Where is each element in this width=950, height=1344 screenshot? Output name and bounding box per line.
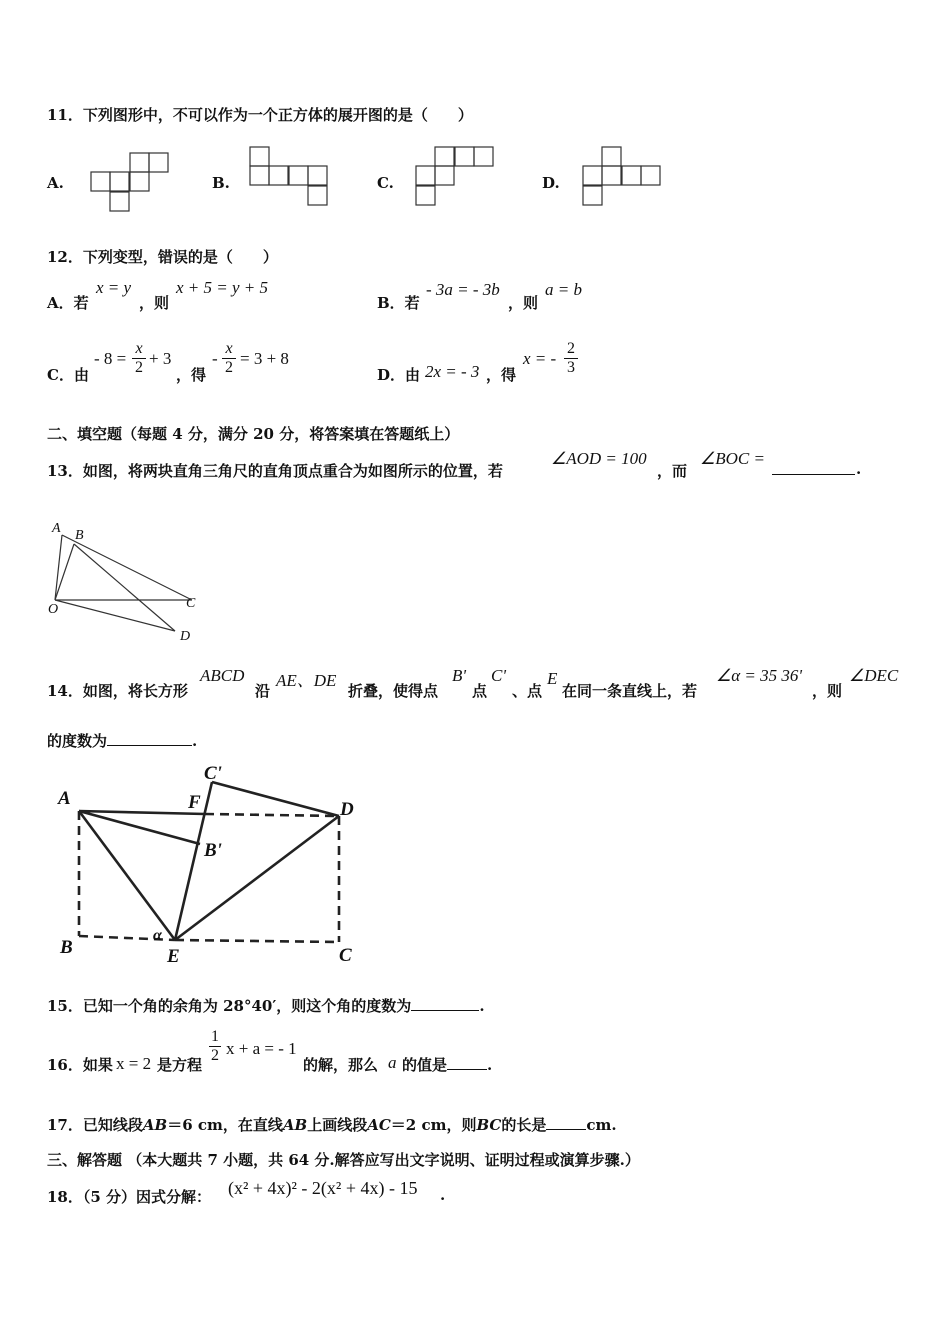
q14-math-e: E xyxy=(547,669,558,688)
q12-d-label: D．由 xyxy=(377,366,421,384)
q12-c-mid: ，得 xyxy=(176,366,207,384)
q14-math-abcd: ABCD xyxy=(200,666,245,685)
q12-c-math2-pre: - xyxy=(212,349,218,368)
q13-label-d: D xyxy=(180,629,191,644)
q11-net-a xyxy=(90,152,170,214)
q12-a-mid: ，则 xyxy=(139,294,170,312)
q14-label-alpha: α xyxy=(153,927,162,944)
q12-c-label: C．由 xyxy=(47,366,89,384)
q16-math1: x = 2 xyxy=(116,1054,152,1073)
q12-d-math2-pre: x = - xyxy=(523,349,557,368)
q15-answer-blank[interactable] xyxy=(411,996,479,1011)
q12-c-math1-post: + 3 xyxy=(149,349,172,368)
q12-a-math1: x = y xyxy=(96,278,132,297)
q16-t3-line xyxy=(402,1054,492,1075)
q12-c-frac1-den: 2 xyxy=(135,359,143,376)
q12-c-frac1 xyxy=(132,340,146,377)
q17-t3: ＝2 cm，则 xyxy=(390,1116,477,1134)
q14-figure xyxy=(52,760,372,975)
q12-b-math1: - 3a = - 3b xyxy=(426,280,500,299)
q14-t5: 在同一条直线上，若 xyxy=(562,682,698,700)
q12-stem: 12．下列变型，错误的是（ ） xyxy=(47,248,278,266)
q16-t2: 的解，那么 xyxy=(303,1056,379,1074)
q13-math1: ∠AOD = 100 xyxy=(551,449,647,468)
q15-text: 15．已知一个角的余角为 28°40′，则这个角的度数为 xyxy=(47,997,412,1015)
q11-option-b-label: B. xyxy=(212,174,230,192)
q15-line xyxy=(47,995,485,1016)
q13-text: 13．如图，将两块直角三角尺的直角顶点重合为如图所示的位置，若 xyxy=(47,462,503,480)
q16-t3: 的值是 xyxy=(402,1056,448,1074)
q11-net-d xyxy=(582,146,664,208)
q17-line xyxy=(47,1114,617,1135)
q12-b-math2: a = b xyxy=(545,280,582,299)
q12-c-frac2-num: x xyxy=(225,340,233,357)
q11-net-c xyxy=(415,146,497,208)
q11-option-a-label: A. xyxy=(47,174,64,192)
q12-a-label: A．若 xyxy=(47,294,89,312)
q17-m1: AB xyxy=(142,1116,168,1134)
q16-math3: a xyxy=(388,1053,397,1072)
q12-d-frac-num: 2 xyxy=(567,340,575,357)
q12-b-label: B．若 xyxy=(377,294,420,312)
q11-net-b xyxy=(249,146,331,208)
q17-t1: ＝6 cm，在直线 xyxy=(167,1116,283,1134)
q14-end: . xyxy=(192,732,198,750)
q14-line2-text: 的度数为 xyxy=(47,732,108,750)
q17-end: cm. xyxy=(586,1116,617,1134)
q17-m4: BC xyxy=(476,1116,502,1134)
q17-m2: AB xyxy=(282,1116,308,1134)
q11-option-c-label: C. xyxy=(377,174,394,192)
q16-answer-blank[interactable] xyxy=(447,1055,487,1070)
q13-label-b: B xyxy=(75,528,84,543)
q13-label-a: A xyxy=(52,521,61,536)
q17-answer-blank[interactable] xyxy=(546,1115,586,1130)
q14-math-ae-de: AE、DE xyxy=(276,671,337,690)
q16-frac xyxy=(209,1028,221,1065)
q13-answer-blank[interactable] xyxy=(772,460,855,479)
q17-t2: 上画线段 xyxy=(307,1116,368,1134)
q18-pre: 18．（5 分）因式分解： xyxy=(47,1188,212,1206)
q12-d-math1: 2x = - 3 xyxy=(425,362,480,381)
q13-end: . xyxy=(856,460,862,478)
q13-label-c: C xyxy=(186,596,196,611)
q12-d-frac xyxy=(564,340,578,377)
q16-pre: 16．如果 xyxy=(47,1056,113,1074)
q12-c-math1-pre: - 8 = xyxy=(94,349,127,368)
q14-t1: 沿 xyxy=(255,682,271,700)
q14-label-b: B xyxy=(60,937,73,958)
q14-math-alpha: ∠α = 35 36' xyxy=(716,666,803,685)
q14-label-e: E xyxy=(167,946,180,967)
q12-b-mid: ，则 xyxy=(508,294,539,312)
q18-expression: (x² + 4x)² - 2(x² + 4x) - 15 xyxy=(228,1178,418,1198)
q12-a-math2: x + 5 = y + 5 xyxy=(176,278,269,297)
q14-t6: ，则 xyxy=(812,682,843,700)
q14-t2: 折叠，使得点 xyxy=(348,682,439,700)
q17-m3: AC xyxy=(367,1116,391,1134)
q12-d-mid: ，得 xyxy=(486,366,517,384)
q13-figure xyxy=(45,518,210,648)
q14-math-c1: C' xyxy=(491,666,506,685)
q18-end: . xyxy=(440,1186,446,1204)
q16-frac-den: 2 xyxy=(211,1047,219,1064)
q14-line2 xyxy=(47,730,197,751)
q15-end: . xyxy=(479,997,485,1015)
q14-label-c-prime: C' xyxy=(204,763,222,784)
q11-stem: 11．下列图形中，不可以作为一个正方体的展开图的是（ ） xyxy=(47,106,473,124)
q14-label-d: D xyxy=(340,799,354,820)
q12-c-math2-post: = 3 + 8 xyxy=(240,349,289,368)
q14-label-a: A xyxy=(58,788,71,809)
q16-math2: x + a = - 1 xyxy=(226,1039,297,1058)
section-2-heading: 二、填空题（每题 4 分，满分 20 分，将答案填在答题纸上） xyxy=(47,425,460,443)
q14-label-f: F xyxy=(188,792,201,813)
q16-t1: 是方程 xyxy=(157,1056,203,1074)
q12-c-frac1-num: x xyxy=(135,340,143,357)
q16-end: . xyxy=(487,1056,493,1074)
q16-frac-num: 1 xyxy=(211,1028,219,1045)
q14-label-c: C xyxy=(339,945,352,966)
q17-t4: 的长是 xyxy=(501,1116,547,1134)
section-3-heading: 三、解答题 （本大题共 7 小题，共 64 分.解答应写出文字说明、证明过程或演算步骤.） xyxy=(47,1151,640,1169)
q14-t3: 点 xyxy=(472,682,488,700)
q13-math2: ∠BOC = xyxy=(700,449,765,468)
q14-math-dec: ∠DEC xyxy=(849,666,899,685)
q13-mid: ，而 xyxy=(657,462,688,480)
q14-answer-blank[interactable] xyxy=(107,731,192,746)
q11-option-d-label: D. xyxy=(542,174,560,192)
q14-text: 14．如图，将长方形 xyxy=(47,682,188,700)
q12-c-frac2-den: 2 xyxy=(225,359,233,376)
q12-c-frac2 xyxy=(222,340,236,377)
q17-pre: 17．已知线段 xyxy=(47,1116,143,1134)
q14-label-b-prime: B' xyxy=(204,840,222,861)
q14-t4: 、点 xyxy=(512,682,543,700)
q13-label-o: O xyxy=(48,602,59,617)
q14-math-b1: B' xyxy=(452,666,467,685)
q12-d-frac-den: 3 xyxy=(567,359,575,376)
